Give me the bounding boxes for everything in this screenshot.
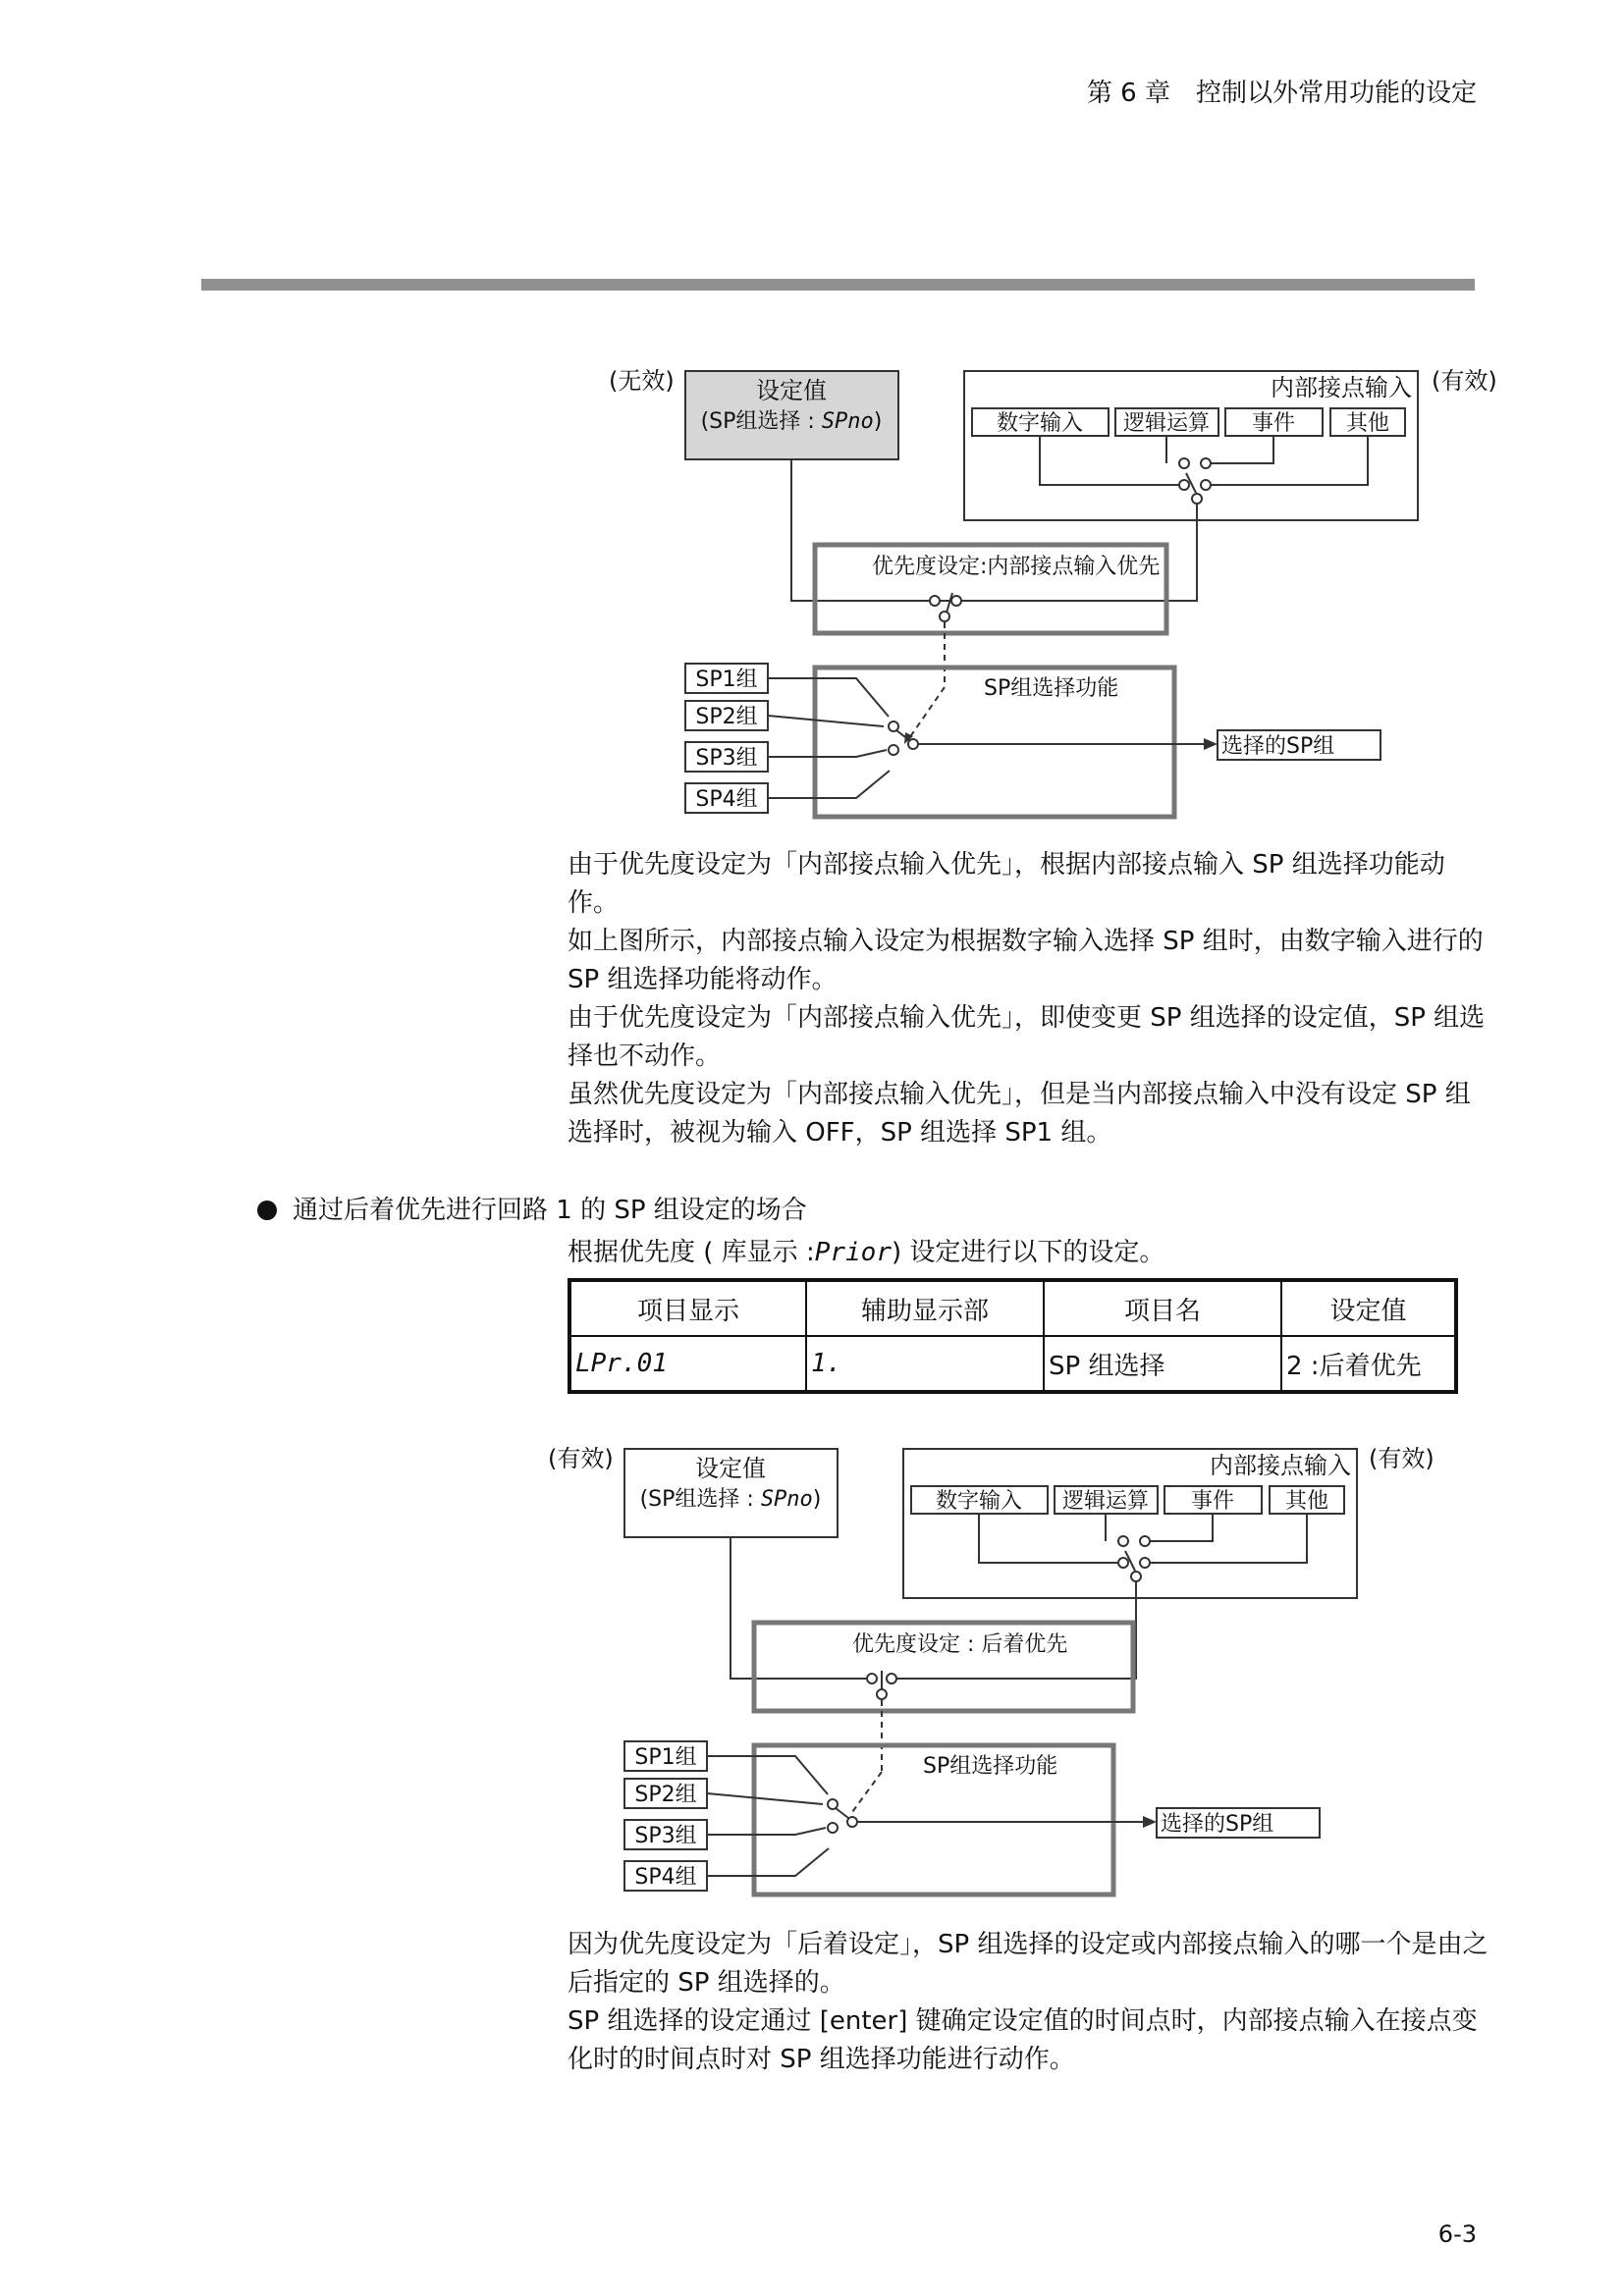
d2-left-status: (有效) xyxy=(548,1445,614,1472)
d2-internal-switch xyxy=(1131,1572,1141,1581)
d1-input-event: 事件 xyxy=(1251,411,1296,436)
table-header: 项目名 xyxy=(1044,1280,1281,1336)
d1-input-digital: 数字输入 xyxy=(996,411,1084,436)
table-cell-name: SP 组选择 xyxy=(1044,1336,1281,1392)
d2-input-event: 事件 xyxy=(1190,1489,1235,1514)
d1-function-label: SP组选择功能 xyxy=(984,676,1119,701)
d2-input-digital: 数字输入 xyxy=(935,1489,1023,1514)
d2-group-2: SP2组 xyxy=(634,1783,697,1807)
d2-internal-title: 内部接点输入 xyxy=(1210,1452,1351,1479)
d1-setting-sub: (SP组选择 : SPno) xyxy=(700,409,883,434)
section-intro: 根据优先度 ( 库显示 :Prior) 设定进行以下的设定。 xyxy=(568,1238,1165,1267)
d2-input-other: 其他 xyxy=(1284,1489,1329,1514)
d2-priority-switch xyxy=(877,1689,887,1699)
d2-setting-title: 设定值 xyxy=(695,1455,766,1482)
d1-group-2: SP2组 xyxy=(695,705,758,729)
d1-setting-title: 设定值 xyxy=(756,377,827,404)
d1-left-status: (无效) xyxy=(609,367,675,395)
d2-input-logic: 逻辑运算 xyxy=(1061,1489,1150,1514)
d2-right-status: (有效) xyxy=(1369,1445,1435,1472)
d1-output-label: 选择的SP组 xyxy=(1221,734,1335,759)
d1-internal-title: 内部接点输入 xyxy=(1271,374,1412,401)
table-cell-value: 2 :后着优先 xyxy=(1281,1336,1456,1392)
table-cell-sub: 1. xyxy=(806,1336,1044,1392)
d1-right-status: (有效) xyxy=(1432,367,1497,395)
table-header: 设定值 xyxy=(1281,1280,1456,1336)
table-cell-display: LPr.01 xyxy=(569,1336,806,1392)
section-heading-text: 通过后着优先进行回路 1 的 SP 组设定的场合 xyxy=(293,1196,807,1225)
d1-group-3: SP3组 xyxy=(695,746,758,771)
d2-group-switch xyxy=(847,1817,857,1827)
explanation-1-line-3: 由于优先度设定为「内部接点输入优先」，即使变更 SP 组选择的设定值，SP 组选择也不动作。 xyxy=(568,1003,1486,1071)
d1-input-logic: 逻辑运算 xyxy=(1122,411,1211,436)
d2-output-label: 选择的SP组 xyxy=(1161,1812,1274,1837)
page-number: 6-3 xyxy=(1437,2220,1477,2248)
d2-function-label: SP组选择功能 xyxy=(923,1754,1058,1779)
prior-code: Prior xyxy=(814,1238,892,1267)
explanation-2-line-1: 因为优先度设定为「后着设定」，SP 组选择的设定或内部接点输入的哪一个是由之后指定的 SP 组选择的。 xyxy=(568,1930,1489,1998)
d1-priority-label: 优先度设定:内部接点输入优先 xyxy=(872,555,1161,579)
explanation-2 xyxy=(568,1926,1490,2079)
d2-group-1: SP1组 xyxy=(634,1745,697,1770)
d1-input-other: 其他 xyxy=(1345,411,1390,436)
d1-group-1: SP1组 xyxy=(695,667,758,692)
d2-setting-sub: (SP组选择 : SPno) xyxy=(639,1487,822,1512)
d1-group-4: SP4组 xyxy=(695,787,758,812)
table-header: 辅助显示部 xyxy=(806,1280,1044,1336)
explanation-1-line-4: 虽然优先度设定为「内部接点输入优先」，但是当内部接点输入中没有设定 SP 组选择时，被视为输入 OFF，SP 组选择 SP1 组。 xyxy=(568,1080,1471,1148)
table-header: 项目显示 xyxy=(569,1280,806,1336)
explanation-2-line-2: SP 组选择的设定通过 [enter] 键确定设定值的时间点时，内部接点输入在接点变化时的时间点时对 SP 组选择功能进行动作。 xyxy=(568,2006,1478,2074)
explanation-1-line-1: 由于优先度设定为「内部接点输入优先」，根据内部接点输入 SP 组选择功能动作。 xyxy=(568,850,1445,918)
explanation-1-line-2: 如上图所示，内部接点输入设定为根据数字输入选择 SP 组时，由数字输入进行的 SP 组选择功能将动作。 xyxy=(568,927,1484,994)
d2-priority-label: 优先度设定 : 后着优先 xyxy=(852,1632,1068,1657)
d2-group-4: SP4组 xyxy=(634,1865,697,1890)
chapter-header: 第 6 章 控制以外常用功能的设定 xyxy=(1086,79,1477,108)
d2-group-3: SP3组 xyxy=(634,1824,697,1848)
